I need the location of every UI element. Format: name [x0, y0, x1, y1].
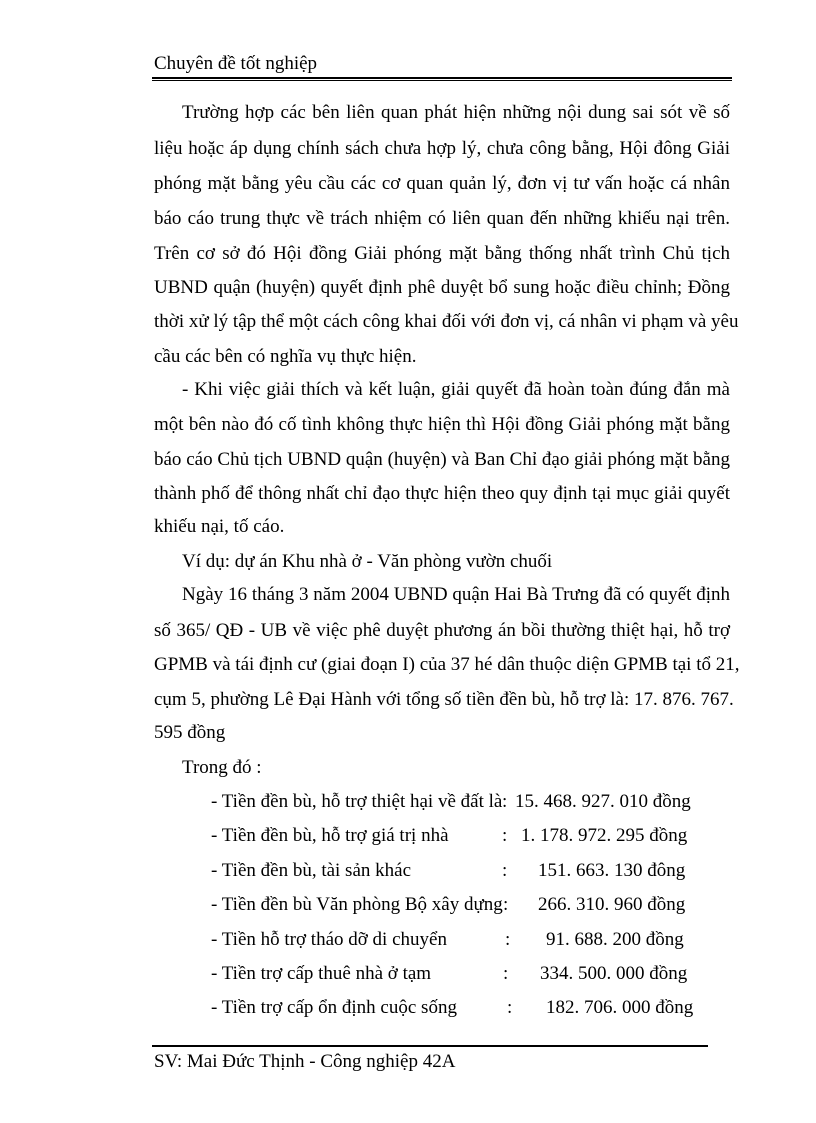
cost-separator: : — [502, 860, 508, 881]
cost-value: 266. 310. 960 đồng — [538, 894, 686, 915]
cost-separator: : — [502, 791, 508, 812]
paragraph-1-line: báo cáo trung thực về trách nhiệm có liên quan đến những khiếu nại trên. — [154, 208, 730, 229]
cost-value: 182. 706. 000 đồng — [546, 997, 694, 1018]
paragraph-2-line: khiếu nại, tố cáo. — [154, 516, 285, 537]
cost-label: - Tiền đền bù Văn phòng Bộ xây dựng — [211, 894, 503, 915]
cost-value: 151. 663. 130 đông — [538, 860, 686, 881]
cost-separator: : — [505, 929, 511, 950]
cost-value: 91. 688. 200 đồng — [546, 929, 684, 950]
cost-separator: : — [502, 825, 508, 846]
paragraph-4-line: cụm 5, phường Lê Đại Hành với tổng số tiền đền bù, hỗ trợ là: 17. 876. 767. — [154, 689, 734, 710]
paragraph-2-line: thành phố để thông nhất chỉ đạo thực hiện theo quy định tại mục giải quyết — [154, 483, 730, 504]
cost-label: - Tiền trợ cấp ổn định cuộc sống — [211, 997, 457, 1018]
paragraph-2-line: một bên nào đó cố tình không thực hiện thì Hội đồng Giải phóng mặt bằng — [154, 414, 730, 435]
paragraph-4-line: GPMB và tái định cư (giai đoạn I) của 37 hé dân thuộc diện GPMB tại tổ 21, — [154, 654, 740, 675]
cost-label: - Tiền trợ cấp thuê nhà ở tạm — [211, 963, 432, 984]
cost-separator: : — [503, 894, 509, 915]
paragraph-1-line: liệu hoặc áp dụng chính sách chưa hợp lý, chưa công bằng, Hội đông Giải — [154, 138, 730, 159]
cost-separator: : — [503, 963, 509, 984]
cost-label: - Tiền hỗ trợ tháo dỡ di chuyển — [211, 929, 447, 950]
cost-value: 334. 500. 000 đồng — [540, 963, 688, 984]
paragraph-1-line: Trường hợp các bên liên quan phát hiện những nội dung sai sót về số — [182, 102, 730, 123]
paragraph-1-line: phóng mặt bằng yêu cầu các cơ quan quản lý, đơn vị tư vấn hoặc cá nhân — [154, 173, 730, 194]
breakdown-intro: Trong đó : — [182, 757, 262, 778]
cost-separator: : — [507, 997, 513, 1018]
paragraph-4-line: 595 đồng — [154, 722, 226, 743]
paragraph-2-line: - Khi việc giải thích và kết luận, giải quyết đã hoàn toàn đúng đắn mà — [182, 379, 730, 400]
paragraph-1-line: Trên cơ sở đó Hội đồng Giải phóng mặt bằng thống nhất trình Chủ tịch — [154, 243, 730, 264]
paragraph-1-line: thời xử lý tập thể một cách công khai đối với đơn vị, cá nhân vi phạm và yêu — [154, 311, 739, 332]
cost-label: - Tiền đền bù, hỗ trợ thiệt hại về đất là — [211, 791, 503, 812]
paragraph-4-line: Ngày 16 tháng 3 năm 2004 UBND quận Hai Bà Trưng đã có quyết định — [182, 584, 730, 605]
footer-rule — [152, 1045, 708, 1047]
cost-value: 1. 178. 972. 295 đồng — [521, 825, 688, 846]
paragraph-1-line: cầu các bên có nghĩa vụ thực hiện. — [154, 346, 417, 367]
cost-value: 15. 468. 927. 010 đồng — [515, 791, 691, 812]
page-footer-text: SV: Mai Đức Thịnh - Công nghiệp 42A — [154, 1051, 456, 1072]
cost-label: - Tiền đền bù, hỗ trợ giá trị nhà — [211, 825, 449, 846]
paragraph-2-line: báo cáo Chủ tịch UBND quận (huyện) và Ban Chỉ đạo giải phóng mặt bằng — [154, 449, 730, 470]
paragraph-1-line: UBND quận (huyện) quyết định phê duyệt bổ sung hoặc điều chỉnh; Đồng — [154, 277, 730, 298]
header-rule-thin — [152, 80, 732, 81]
cost-label: - Tiền đền bù, tài sản khác — [211, 860, 412, 881]
paragraph-4-line: số 365/ QĐ - UB về việc phê duyệt phương án bồi thường thiệt hại, hỗ trợ — [154, 620, 730, 641]
example-title: Ví dụ: dự án Khu nhà ở - Văn phòng vườn chuối — [182, 551, 553, 572]
page-header-title: Chuyên đề tốt nghiệp — [154, 53, 318, 74]
header-rule — [152, 77, 732, 79]
